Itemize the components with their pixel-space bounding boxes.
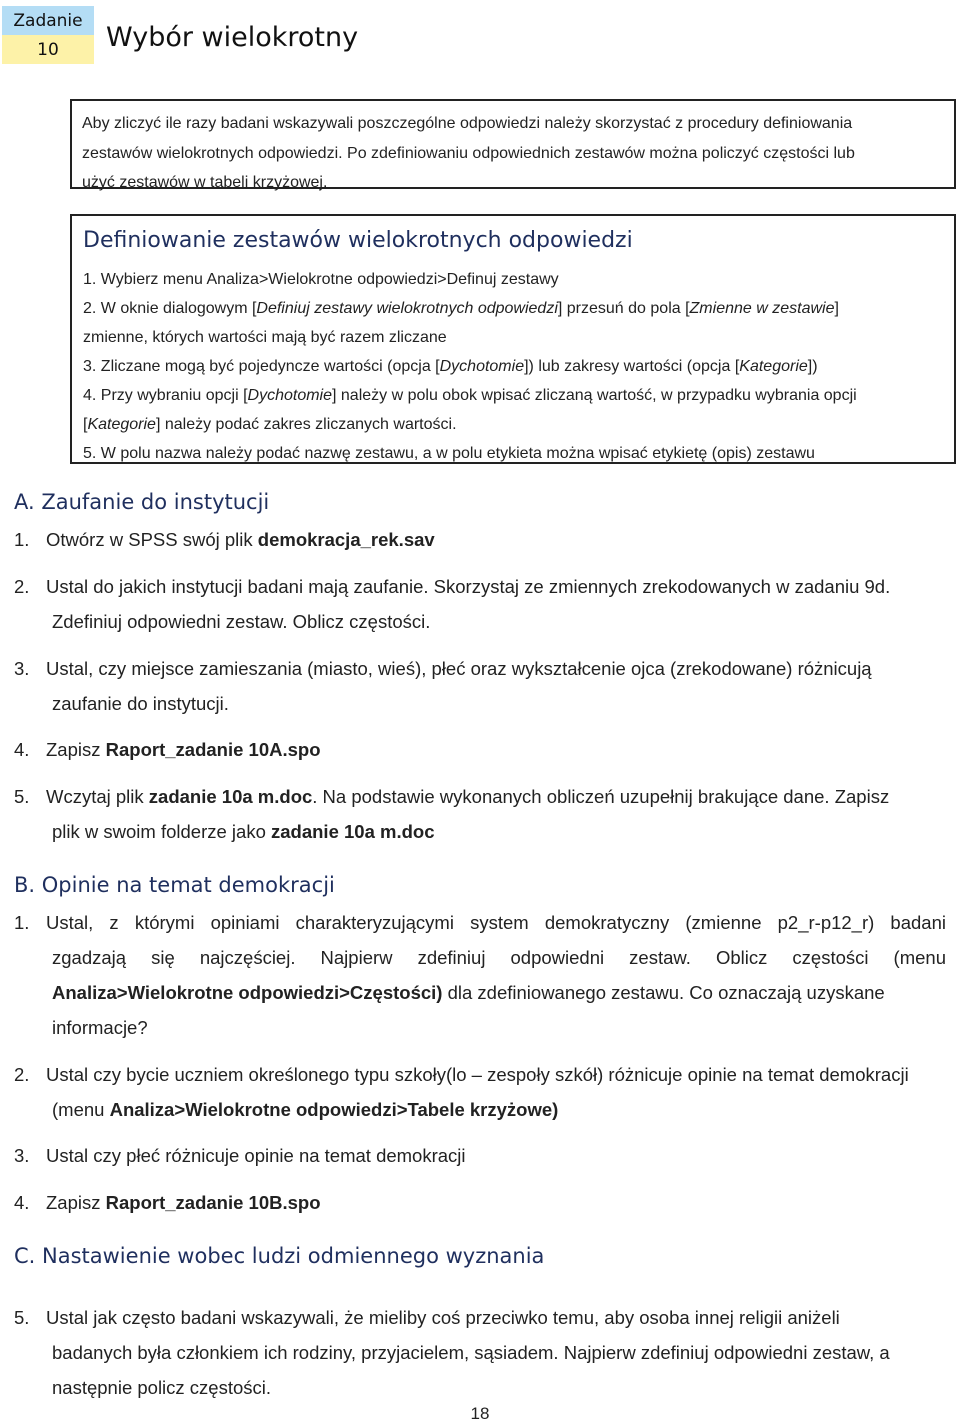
intro-line-3: użyć zestawów w tabeli krzyżowej. — [82, 174, 328, 191]
section-b-task-4 — [14, 1185, 946, 1220]
page-number: 18 — [470, 1404, 490, 1423]
section-a-task-1 — [14, 522, 946, 557]
section-a-task-4 — [14, 732, 946, 767]
intro-box — [70, 99, 956, 189]
task-text: Ustal czy płeć różnicuje opinie na temat demokracji — [46, 1145, 466, 1166]
task-text-line-2: zaufanie do instytucji. — [52, 693, 229, 714]
section-c-heading: C. Nastawienie wobec ludzi odmiennego wyznania — [14, 1244, 545, 1268]
task-text-a: Wczytaj plik — [46, 786, 149, 807]
task-text-line-1-row — [14, 905, 946, 940]
menu-path: Analiza>Wielokrotne odpowiedzi>Częstości) — [52, 982, 443, 1003]
task-text-c: . Na podstawie wykonanych obliczeń uzupełnij brakujące dane. Zapisz — [312, 786, 890, 807]
step2-text-a: 2. W oknie dialogowym [ — [83, 300, 257, 317]
step2-dialog-name: Definiuj zestawy wielokrotnych odpowiedzi — [256, 300, 558, 317]
section-c-task-5 — [14, 1300, 946, 1405]
intro-line-2: zestawów wielokrotnych odpowiedzi. Po zdefiniowaniu odpowiednich zestawów można policzyć częstości lub — [82, 144, 855, 162]
task-number: 5. — [14, 1307, 30, 1328]
procedure-step-3 — [83, 352, 943, 381]
task-number: 1. — [14, 912, 30, 933]
file-name: zadanie 10a m.doc — [271, 821, 435, 842]
step2-text-c: ] przesuń do pola [ — [557, 300, 690, 317]
step4-text-d: [ — [83, 416, 88, 433]
task-text-line-3: następnie policz częstości. — [52, 1377, 272, 1398]
file-name: Raport_zadanie 10B.spo — [105, 1192, 321, 1213]
section-a-task-3 — [14, 651, 946, 721]
procedure-step-5: 5. W polu nazwa należy podać nazwę zestawu, a w polu etykieta można wpisać etykietę (opis) zestawu — [83, 445, 815, 462]
task-number: 3. — [14, 1145, 30, 1166]
file-name: Raport_zadanie 10A.spo — [105, 739, 321, 760]
step2-text-e: ] — [834, 300, 839, 317]
section-a-task-2 — [14, 569, 946, 639]
task-badge — [2, 6, 94, 64]
task-text-line-2: Zdefiniuj odpowiedni zestaw. Oblicz częstości. — [52, 611, 431, 632]
intro-line-1: Aby zliczyć ile razy badani wskazywali poszczególne odpowiedzi należy skorzystać z procedury definiowania — [82, 115, 853, 132]
step4-option-categories: Kategorie — [87, 416, 156, 433]
section-b-task-1 — [14, 905, 946, 1045]
file-name: zadanie 10a m.doc — [148, 786, 313, 807]
step4-text-f: ] należy podać zakres zliczanych wartości. — [155, 416, 457, 433]
step3-text-e: ]) — [807, 358, 818, 375]
task-text-line-2: badanych była członkiem ich rodziny, przyjacielem, sąsiadem. Najpierw zdefiniuj odpowiedni zestaw, a — [52, 1342, 890, 1363]
menu-path: Analiza>Wielokrotne odpowiedzi>Tabele krzyżowe) — [109, 1099, 559, 1120]
task-text-line-2-a: (menu — [52, 1099, 110, 1120]
task-text-line-1: Ustal jak często badani wskazywali, że mieliby coś przeciwko temu, aby osoba innej religii aniżeli — [46, 1307, 840, 1328]
task-text-line-2 — [14, 1092, 946, 1127]
step2-field-name: Zmienne w zestawie — [689, 300, 835, 317]
step3-option-categories: Kategorie — [739, 358, 808, 375]
task-text-d: plik w swoim folderze jako — [52, 821, 271, 842]
section-b-task-2 — [14, 1057, 946, 1127]
task-text-line-4: informacje? — [52, 1017, 148, 1038]
task-text-line-1: Ustal, czy miejsce zamieszania (miasto, wieś), płeć oraz wykształcenie ojca (zrekodowane) różnicują — [46, 658, 872, 679]
task-text-line-2 — [14, 814, 946, 849]
task-number: 1. — [14, 529, 30, 550]
badge-number: 10 — [2, 35, 94, 64]
step4-text-a: 4. Przy wybraniu opcji [ — [83, 387, 248, 404]
task-text-line-1: Ustal czy bycie uczniem określonego typu szkoły(lo – zespoły szkół) różnicuje opinie na temat demokracji — [46, 1064, 909, 1085]
file-name: demokracja_rek.sav — [257, 529, 435, 550]
section-a-heading: A. Zaufanie do instytucji — [14, 490, 270, 514]
section-b-task-3 — [14, 1138, 946, 1173]
step3-text-c: ]) lub zakresy wartości (opcja [ — [524, 358, 740, 375]
step3-text-a: 3. Zliczane mogą być pojedyncze wartości (opcja [ — [83, 358, 440, 375]
procedure-box — [70, 214, 956, 464]
task-text: Zapisz — [46, 1192, 106, 1213]
task-number: 4. — [14, 739, 30, 760]
page-title: Wybór wielokrotny — [106, 22, 359, 53]
task-text-line-1: Ustal do jakich instytucji badani mają zaufanie. Skorzystaj ze zmiennych zrekodowanych w zadaniu 9d. — [46, 576, 891, 597]
step3-option-dichotomies: Dychotomie — [439, 358, 525, 375]
task-text-line-3-rest: dla zdefiniowanego zestawu. Co oznaczają uzyskane — [442, 982, 885, 1003]
task-number: 5. — [14, 786, 30, 807]
procedure-step-2 — [83, 294, 943, 352]
procedure-step-1: 1. Wybierz menu Analiza>Wielokrotne odpowiedzi>Definuj zestawy — [83, 271, 559, 288]
task-text-line-1: Ustal, z którymi opiniami charakteryzującymi system demokratyczny (zmienne p2_r-p12_r) badani — [46, 912, 946, 933]
task-text-line-2: zgadzają się najczęściej. Najpierw zdefiniuj odpowiedni zestaw. Oblicz częstości (menu — [52, 947, 946, 968]
procedure-title: Definiowanie zestawów wielokrotnych odpowiedzi — [83, 228, 633, 253]
task-number: 3. — [14, 658, 30, 679]
section-b-heading: B. Opinie na temat demokracji — [14, 873, 335, 897]
task-text-line-3 — [14, 975, 946, 1010]
step2-line-2: zmienne, których wartości mają być razem zliczane — [83, 329, 447, 346]
task-number: 4. — [14, 1192, 30, 1213]
section-a-task-5 — [14, 779, 946, 849]
intro-text — [72, 101, 954, 198]
procedure-step-4 — [83, 381, 943, 439]
task-text: Otwórz w SPSS swój plik — [46, 529, 258, 550]
task-number: 2. — [14, 576, 30, 597]
task-number: 2. — [14, 1064, 30, 1085]
step4-text-c: ] należy w polu obok wpisać zliczaną wartość, w przypadku wybrania opcji — [332, 387, 857, 404]
badge-label: Zadanie — [2, 6, 94, 35]
task-text: Zapisz — [46, 739, 106, 760]
step4-option-dichotomies: Dychotomie — [247, 387, 332, 404]
